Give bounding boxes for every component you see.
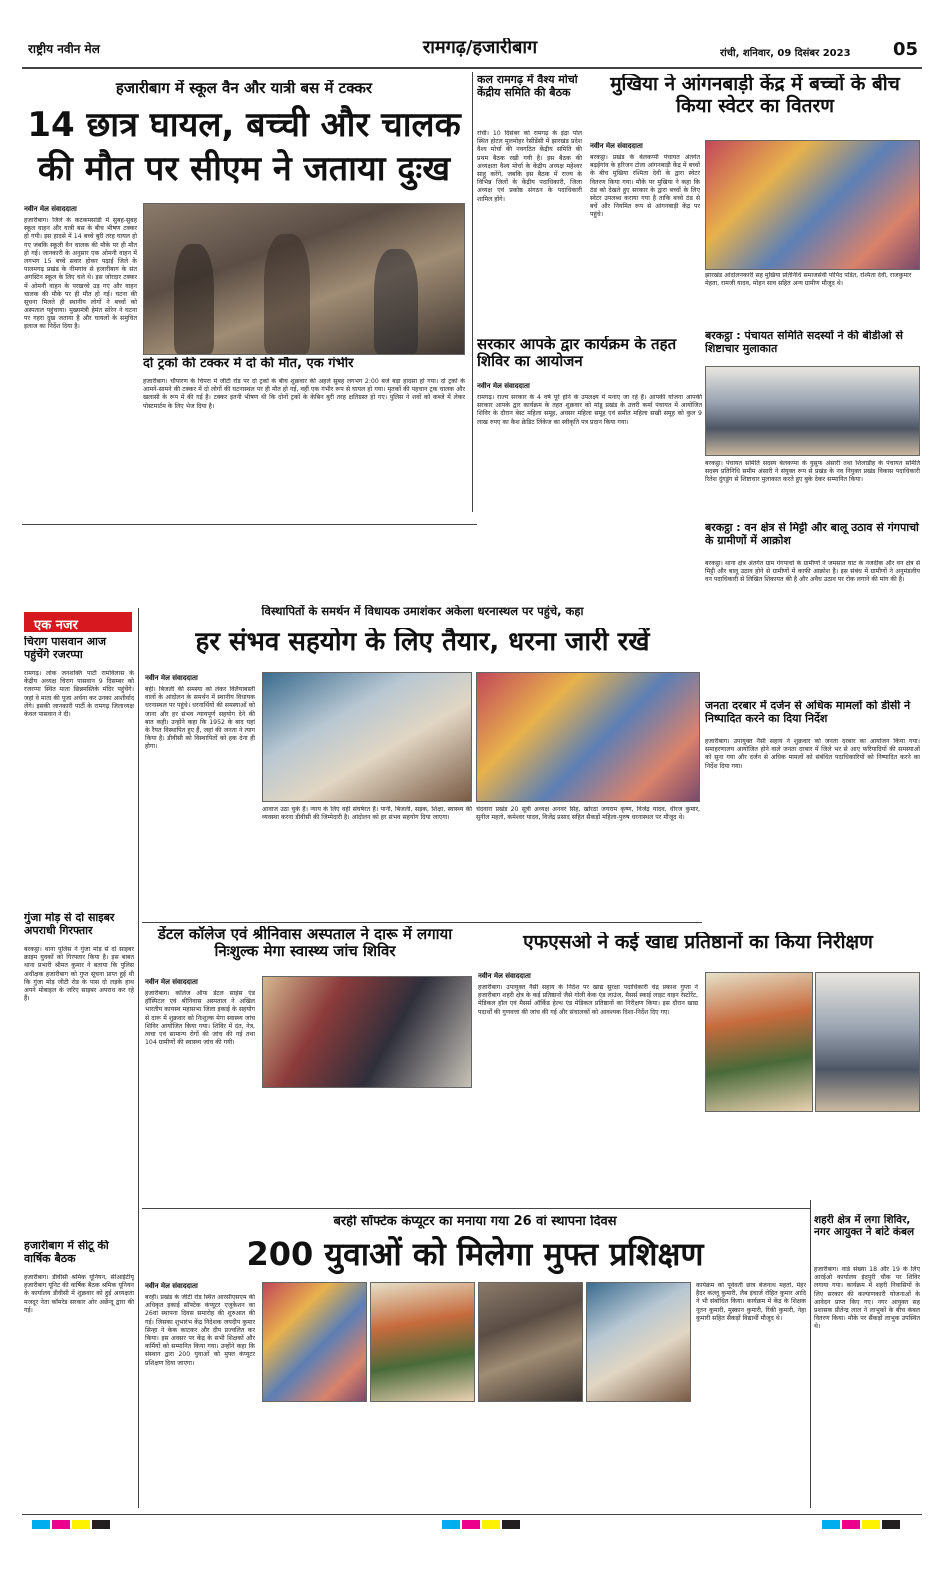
achrosh-body: बरकट्ठा। थाना क्षेत्र अंतर्गत ग्राम गंगपाचो के ग्रामीणों ने जमसात घाट के नजदीक और वन क्षेत्र से मिट्टी और बालू उठाव होने से ग्रामीणों में काफी आक्रोश है। इस संबंध में ग्रामीणों ने अनुमंडलीय वन पदाधिकारी से लिखित शिकायत की है और अवैध उठाव पर रोक लगाने की मांग की है।	[705, 560, 920, 584]
meeting-headline: कल रामगढ़ में वैश्य मोर्चा केंद्रीय समिति की बैठक	[477, 74, 578, 99]
lead-headline: 14 छात्र घायल, बच्ची और चालक की मौत पर सीएम ने जताया दुःख	[27, 105, 461, 189]
ek-nazar-label: एक नजर	[24, 612, 132, 632]
fso-body: हजारीबाग। उपायुक्त नैंसी सहाय के निर्देश पर खाद्य सुरक्षा पदाधिकारी चंद्र प्रकाश गुप्ता ने हजारीबाग शहरी क्षेत्र के कई प्रतिष्ठानों जैसे गोली केक एंड लाउंज, मैसर्स स्काई लाइट वाइन रेस्टोरेंट, मेडिकल हॉल एवं मैसर्स ऑर्किड हेल्थ एंड मेडिकल प्रतिष्ठानों का निरीक्षण किया। इस दौरान खाद्य पदार्थों की गुणवत्ता की जांच की गई और संचालकों को आवश्यक दिशा-निर्देश दिए गए।	[478, 984, 698, 1016]
dharna-photo-2	[476, 672, 700, 802]
achrosh-headline: बरकट्ठा : वन क्षेत्र से मिट्टी और बालू उठाव से गंगपाचो के ग्रामीणों में आक्रोश	[705, 522, 919, 547]
camp-body: रामगढ़। राज्य सरकार के 4 वर्ष पूरे होने के उपलक्ष्य में मनाए जा रहे हैं। आपकी योजना आपकी सरकार आपके द्वार कार्यक्रम के तहत शुक्रवार को मांडू प्रखंड के उत्तरी कर्मा पंचायत में आयोजित शिविर के दौरान बेस्ट महिला समूह, अवसर महिला समूह एवं समीत महिला सखी समूह को कुल 9 लाख रुपए का कैश क्रेडिट लिंकेज का स्वीकृति पत्र प्रदान किया गया।	[477, 394, 702, 426]
meeting-body: रांची। 10 दिसंबर को रामगढ़ के इंद्रा पोल स्थित होटल मुलमोहर रेसीडेंसी में झारखंड प्रदेश वैश्य मोर्चा की नवगठित केंद्रीय समिति की प्रथम बैठक रखी गयी है। इस बैठक की अध्यक्षता वैश्य मोर्चा के केंद्रीय अध्यक्ष महेश्वर साहु करेंगे, जबकि इस बैठक में राज्य के विभिन्न जिलों के केंद्रीय पदाधिकारी, जिला अध्यक्ष एवं प्रकोष्ठ संगठन के पदाधिकारी शामिल होंगे।	[477, 130, 582, 203]
anganwadi-byline: नवीन मेल संवाददाता	[590, 142, 643, 150]
fso-byline: नवीन मेल संवाददाता	[478, 972, 531, 980]
dharna-body-3: चंदवारा प्रखंड 20 सूत्री अध्यक्ष अनवर सिंह, खोरठा जयराम कृष्ण, विजेंद्र यादव, धीरज कुमार, सुनील महतो, कमेश्वर यादव, विजेंद्र प्रसाद सहित सैकड़ों महिला-पुरुष धरनास्थल पर मौजूद थे।	[476, 806, 700, 822]
color-swatch	[52, 1520, 70, 1529]
lead-byline: नवीन मेल संवाददाता	[24, 205, 77, 213]
lead-kicker: हजारीबाग में स्कूल वैन और यात्री बस में टक्कर	[115, 80, 373, 97]
footer-rule	[22, 1514, 922, 1515]
color-swatch	[822, 1520, 840, 1529]
brief-3-body: हजारीबाग। डीवीसी श्रमिक यूनियन, सीआईटीयू हजारीबाग यूनिट की वार्षिक बैठक श्रमिक यूनियन के कार्यालय डीवीसी में शुक्रवार को हुई अध्यक्षता मजदूर नेता कॉमरेड सरकार ओर अर्छेन्दू द्वारा की गई।	[24, 1274, 134, 1314]
color-swatch	[502, 1520, 520, 1529]
fso-photo-1	[705, 972, 813, 1112]
section-title: रामगढ़/हजारीबाग	[422, 38, 538, 58]
color-swatch	[862, 1520, 880, 1529]
camp-byline: नवीन मेल संवाददाता	[477, 382, 530, 390]
sidebar-rule	[138, 608, 139, 1508]
bdo-photo	[705, 366, 920, 456]
masthead-rule	[22, 67, 922, 69]
photo-figure	[264, 234, 310, 354]
color-swatch	[72, 1520, 90, 1529]
softech-photo-4	[586, 1282, 691, 1402]
camp-headline: सरकार आपके द्वार कार्यक्रम के तहत शिविर का आयोजन	[477, 336, 677, 371]
dharna-photo-1	[262, 672, 472, 802]
lead-bottom-rule	[22, 524, 477, 525]
brief-1-body: रामगढ़। लोक जनशक्ति पार्टी रामविलास के केंद्रीय अध्यक्ष चिराग पासवान 9 दिसम्बर को रजरप्पा स्थित माता छिन्नमस्तिके मंदिर पहुंचेंगे। जहां वे माता की पूजा अर्चना कर उनका आशीर्वाद लेंगे। इसकी जानकारी पार्टी के रामगढ़ जिलाध्यक्ष केवल पासवान ने दी।	[24, 670, 134, 718]
dental-headline: डेंटल कॉलेज एवं श्रीनिवास अस्पताल ने दारू में लगाया निःशुल्क मेगा स्वास्थ्य जांच शिविर	[157, 926, 453, 961]
anganwadi-photo	[705, 140, 920, 270]
darbar-headline: जनता दरबार में दर्जन से अधिक मामलों को डीसी ने निष्पादित करने का दिया निर्देश	[705, 700, 911, 725]
masthead	[0, 32, 945, 66]
softech-body: बरही। प्रखंड के जीटी रोड स्थित आरसीएसएम की अधिकृत इकाई सॉफ्टेक कंप्यूटर एजुकेशन का 26वां स्थापना दिवस समारोह की शुरुआत की गई। जिसका शुभारंभ केंद्र निदेशक जयदीप कुमार सिन्हा ने केक काटकर और दीप प्रज्वलित कर किया। इस अवसर पर केंद्र के सभी शिक्षकों और कर्मियों को सम्मानित किया गया। उन्होंने कहा कि संस्थान द्वारा 200 युवाओं को मुफ्त कंप्यूटर प्रशिक्षण दिया जाएगा।	[145, 1294, 255, 1367]
brief-3-headline: हजारीबाग में सीटू की वार्षिक बैठक	[24, 1240, 109, 1265]
color-swatch	[442, 1520, 460, 1529]
softech-photo-2	[370, 1282, 475, 1402]
fso-headline: एफएसओ ने कई खाद्य प्रतिष्ठानों का किया निरीक्षण	[523, 932, 873, 953]
color-swatch	[882, 1520, 900, 1529]
dateline: रांची, शनिवार, 09 दिसंबर 2023	[720, 48, 851, 59]
dental-photo	[262, 976, 472, 1088]
anganwadi-caption: झारखंड आंदोलनकारी सह मुखिया प्रतिनिधि समाजसेवी पोपिंद पडित, रश्मिता देवी, राजकुमार मेहता, रामजी यादव, मोहन साव सहित अन्य ग्रामीण मौजूद थे।	[705, 272, 912, 288]
dharna-body: बही। बिजली की समस्या को लेकर विलैयाबस्ती वालों के आंदोलन के समर्थन में स्थानीय विधायक धरनास्थल पर पहुंचे। धरनार्थियों की समस्याओं को जाना और हर संभव न्यायपूर्ण सहयोग देने की बात कही। उन्होंने कहा कि 1952 के बाद यहां के रैयत विस्थापित हुए हैं, जहां की जनता ने त्याग किया है। डीवीसी को विस्थापितों को हक देना ही होगा।	[145, 686, 255, 751]
photo-figure	[374, 249, 418, 354]
dental-byline: नवीन मेल संवाददाता	[145, 978, 198, 986]
photo-figure	[174, 244, 214, 354]
fso-bottom-rule	[142, 1208, 810, 1209]
column-rule	[472, 72, 473, 512]
registration-bar	[22, 1520, 922, 1532]
dharna-bottom-rule	[142, 922, 702, 923]
bdo-headline: बरकट्ठा : पंचायत समिति सदस्यों ने की बीडीओ से शिष्टाचार मुलाकात	[705, 330, 903, 355]
page-number: 05	[893, 40, 919, 60]
dental-body: हजारीबाग। कॉलेज ऑफ डेंटल साइंस एंड हॉस्पिटल एवं श्रीनिवास अस्पताल ने अखिल भारतीय कायस्थ महासभा जिला इकाई के सहयोग से दारू में शुक्रवार को निःशुल्क मेगा स्वास्थ्य जांच शिविर आयोजित किया गया। शिविर में दंत, नेत्र, त्वचा एवं सामान्य रोगों की जांच की गई तथा 104 ग्रामीणों की स्वास्थ्य जांच की गयी।	[145, 990, 255, 1047]
softech-photo-3	[478, 1282, 583, 1402]
urban-rule	[810, 1200, 811, 1508]
brief-2-headline: गुंजा मोड़ से दो साइबर अपराधी गिरफ्तार	[24, 912, 115, 937]
anganwadi-headline: मुखिया ने आंगनबाड़ी केंद्र में बच्चों के बीच किया स्वेटर का वितरण	[610, 74, 900, 117]
softech-kicker: बरही सॉफ्टेक कंप्यूटर का मनाया गया 26 वां स्थापना दिवस	[333, 1215, 617, 1229]
dharna-kicker: विस्थापितों के समर्थन में विधायक उमाशंकर अकेला धरनास्थल पर पहुंचे, कहा	[261, 605, 584, 618]
lead-photo	[143, 203, 465, 355]
softech-body-2: कार्यक्रम को पूर्ववर्ती छात्र बेजनाथ महतो, मेहर हैदर कल्लू कुमारी, लैब इंचार्ज रोहित कुमार आदि ने भी संबोधित किया। कार्यक्रम में केंद्र के शिक्षक नूतन कुमारी, मुस्कान कुमारी, रिंकी कुमारी, नेहा कुमारी सहित सैकड़ों विद्यार्थी मौजूद थे।	[696, 1282, 806, 1322]
brief-1-headline: चिराग पासवान आज पहुंचेंगे रजरप्पा	[24, 636, 107, 661]
newspaper-logo: राष्ट्रीय नवीन मेल	[28, 42, 100, 56]
brief-2-body: बरकट्ठा। थाना पुलिस ने गुंजा मोड़ से दो साइबर क्राइम युवकों को गिरफ्तार किया है। इस बाबत थाना प्रभारी श्रीमत कुमार ने बताया कि पुलिस अधीक्षक हजारीबाग को गुप्त सूचना प्राप्त हुई थी कि गुंजा मोड़ जीटी रोड के पास दो लड़के हाथ अपने मोबाइल के जरिए साइबर अपराध कर रहे हैं।	[24, 946, 134, 1003]
urban-headline: शहरी क्षेत्र में लगा शिविर, नगर आयुक्त ने बांटे कंबल	[814, 1214, 915, 1239]
color-swatch	[462, 1520, 480, 1529]
fso-photo-2	[815, 972, 920, 1112]
dharna-body-2: आवाज उठा चुके हैं। न्याय के लिए वहीं संघर्षरत हैं। पानी, बिजली, सड़क, शिक्षा, स्वास्थ्य की व्यवस्था करना डीवीसी की जिम्मेदारी है। आंदोलन को हर संभव सहयोग दिया जाएगा।	[262, 806, 472, 822]
dharna-byline: नवीन मेल संवाददाता	[145, 674, 198, 682]
trucks-body: हजारीबाग। चौपारण के चिपरा में जीटी रोड पर दो ट्रकों के बीच शुक्रवार की अहले सुबह लगभग 2:00 बजे बड़ा हादसा हो गया। दो ट्रकों के आमने-सामने की टक्कर में दो लोगों की घटनास्थल पर ही मौत हो गई, वहीं एक गंभीर रूप से घायल हो गया। मृतकों की पहचान ट्रक चालक और खलासी के रूप में की गई है। टक्कर इतनी भीषण थी कि दोनों ट्रकों के केबिन बुरी तरह क्षतिग्रस्त हो गए। पुलिस ने शवों को कब्जे में लेकर पोस्टमार्टम के लिए भेज दिया है।	[143, 378, 465, 410]
softech-photo-1	[262, 1282, 367, 1402]
trucks-headline: दो ट्रकों की टक्कर में दो की मौत, एक गंभीर	[143, 357, 354, 371]
color-swatch	[92, 1520, 110, 1529]
color-swatch	[482, 1520, 500, 1529]
anganwadi-body: बरकट्ठा। प्रखंड के बेलकप्पी पंचायत अंतर्गत बढ़ईगांव के हरिजन टोला आंगनबाड़ी केंद्र में बच्चों के बीच मुखिया रश्मिता देवी के द्वारा स्वेटर वितरण किया गया। मौके पर मुखिया ने कहा कि ठंड को देखते हुए सरकार के द्वारा बच्चों के लिए स्वेटर उपलब्ध कराया गया है ताकि बच्चे ठंड से बचें और नियमित रूप से आंगनबाड़ी केंद्र पर पहुंचे।	[590, 154, 700, 219]
softech-headline: 200 युवाओं को मिलेगा मुफ्त प्रशिक्षण	[246, 1236, 704, 1273]
urban-body: हजारीबाग। वार्ड संख्या 18 और 19 के लिए आरईओ कार्यालय इंदपुरी चौक पर शिविर लगाया गया। कार्यक्रम में शहरी निवासियों के लिए सरकार की कल्याणकारी योजनाओं के आवेदन प्राप्त किए गए। नगर आयुक्त सह प्रशासक प्रीतेन्द्र लाल ने लाभुकों के बीच कंबल वितरण किया। मौके पर सैंकड़ों लाभुक उपस्थित थे।	[814, 1266, 920, 1331]
softech-byline: नवीन मेल संवाददाता	[145, 1282, 198, 1290]
color-swatch	[842, 1520, 860, 1529]
darbar-body: हजारीबाग। उपायुक्त नैंसी सहाय ने शुक्रवार को जनता दरबार का आयोजन किया गया। समाहरणालय आयोजित होने वाले जनता दरबार में जिले भर से आए फरियादियों की समस्याओं को सुना गया और दर्जन से अधिक मामलों को संबंधित पदाधिकारियों को निष्पादित करने का निर्देश दिया गया।	[705, 738, 920, 770]
lead-body: हजारीबाग। जिले के कटकमसांडी में सुबह-सुबह स्कूल वाहन और यात्री बस के बीच भीषण टक्कर हो गयी। इस हादसे में 14 बच्चे बुरी तरह घायल हो गए जबकि स्कूली वैन चालक की मौके पर ही मौत हो गई। जानकारी के अनुसार एक ओमनी वाहन में लगभग 15 बच्चे सवार होकर पढ़ाई जिले के पालमगढ़ प्रखंड के नीमगांव से हजारीबाग के संत अगस्टिन स्कूल के लिए चले थे। इस जोरदार टक्कर में ओमनी वाहन के परखच्चे उड़ गए और वाहन चालक की मौके पर ही मौत हो गई। घटना की सूचना मिलते ही स्थानीय लोगों ने बच्चों को अस्पताल पहुंचाया। मुख्यमंत्री हेमंत सोरेन ने घटना पर गहरा दुख जताया है और घायलों के समुचित इलाज का निर्देश दिया है।	[24, 217, 137, 331]
color-swatch	[32, 1520, 50, 1529]
bdo-body: बरकट्ठा। पंचायत समिति सदस्य बेलकप्पा के युसुफ अंसारी तथा शिलाडीह के पंचायत समिति सदस्य प्रतिनिधि समीम अंसारी ने संयुक्त रूप से प्रखंड के नव नियुक्त प्रखंड विकास पदाधिकारी रितेश दुंगडुंग से शिष्टाचार मुलाकात करते हुए बुके देकर सम्मानित किया।	[705, 460, 920, 484]
dharna-headline: हर संभव सहयोग के लिए तैयार, धरना जारी रखें	[195, 628, 650, 657]
